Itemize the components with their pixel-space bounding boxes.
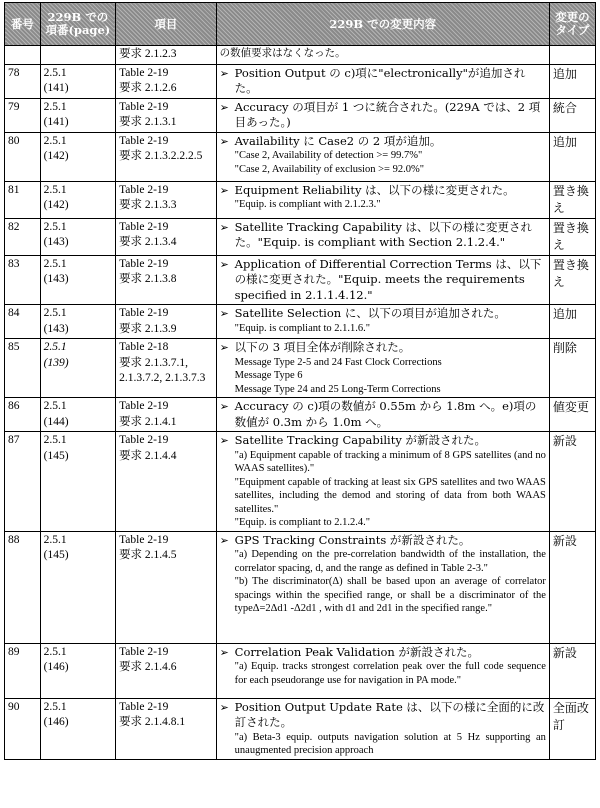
row-change-type: 値変更 (549, 398, 595, 432)
page-number: (146) (43, 661, 69, 673)
item-line: Table 2-19 (119, 700, 169, 713)
header-item: 項目 (116, 3, 217, 46)
change-detail: "Case 2, Availability of detection >= 99.7%" (234, 150, 423, 161)
row-number: 81 (5, 181, 41, 218)
change-bullet (220, 700, 546, 731)
bullet-arrow-icon: ➢ (219, 533, 229, 547)
row-change (216, 432, 549, 532)
row-item (116, 218, 217, 255)
table-row (5, 305, 596, 339)
change-bullet (220, 257, 546, 304)
bullet-arrow-icon: ➢ (219, 700, 229, 714)
change-detail: "a) Beta-3 equip. outputs navigation solution at 5 Hz supporting an unaugmented precision approach (234, 731, 546, 756)
row-item (116, 339, 217, 398)
section-number: 2.5.1 (43, 66, 67, 79)
change-detail: の数値要求はなくなった。 (219, 48, 346, 59)
table-row (5, 432, 596, 532)
header-change: 229B での変更内容 (216, 3, 549, 46)
row-page-ref (40, 98, 115, 132)
row-change (216, 132, 549, 181)
row-change (216, 255, 549, 305)
section-number: 2.5.1 (43, 400, 67, 412)
item-line: 要求 2.1.2.3 (119, 48, 177, 60)
page-number: (145) (43, 449, 69, 462)
item-line: Table 2-19 (119, 645, 169, 658)
change-detail: Message Type 2-5 and 24 Fast Clock Corrections (234, 356, 442, 368)
change-detail: "Equipment capable of tracking at least six GPS satellites and two WAAS satellites, including the demod and storing of data from both WAAS satellites." (234, 476, 546, 515)
bullet-arrow-icon: ➢ (219, 100, 229, 114)
bullet-arrow-icon: ➢ (219, 434, 229, 447)
change-bullet (220, 220, 546, 251)
table-row (5, 255, 596, 305)
change-bullet (220, 533, 546, 549)
row-number: 79 (5, 98, 41, 132)
row-item (116, 181, 217, 218)
row-change (216, 531, 549, 643)
row-change (216, 339, 549, 398)
change-bullet (220, 645, 546, 661)
row-item (116, 531, 217, 643)
section-number: 2.5.1 (43, 307, 67, 319)
page-number: (141) (43, 116, 69, 128)
change-text: GPS Tracking Constraints が新設された。 (234, 532, 471, 547)
section-number: 2.5.1 (43, 257, 67, 270)
change-text: Satellite Tracking Capability が新設された。 (234, 433, 487, 447)
item-line: 要求 2.1.3.1 (119, 116, 177, 128)
table-row (5, 531, 596, 643)
change-detail: Message Type 6 (234, 370, 303, 381)
item-line: Table 2-19 (119, 400, 169, 412)
row-item (116, 643, 217, 698)
row-page-ref (40, 698, 115, 759)
row-item (116, 64, 217, 98)
bullet-arrow-icon: ➢ (219, 220, 229, 234)
change-detail: "a) Depending on the pre-correlation bandwidth of the installation, the correlator spacing, d, and the range as defined in Table 2-3." (234, 549, 546, 574)
row-page-ref (40, 305, 115, 339)
page-number: (146) (43, 716, 69, 728)
row-page-ref (40, 181, 115, 218)
row-change (216, 398, 549, 432)
row-number: 88 (5, 531, 41, 643)
bullet-arrow-icon: ➢ (219, 134, 229, 148)
row-item (116, 698, 217, 759)
row-page-ref (40, 255, 115, 305)
change-text: Accuracy の c)項の数値が 0.55m から 1.8m へ。e)項の数値が 0.3m から 1.0m へ。 (234, 399, 537, 429)
change-bullet (220, 433, 546, 449)
change-bullet (220, 399, 546, 430)
change-bullet (220, 66, 546, 97)
row-item (116, 398, 217, 432)
change-detail: "Case 2, Availability of exclusion >= 92.0%" (234, 163, 425, 175)
page-number: (143) (43, 322, 69, 335)
table-row (5, 643, 596, 698)
item-line: Table 2-19 (119, 134, 169, 147)
change-text: Satellite Selection に、以下の項目が追加された。 (234, 306, 506, 320)
row-change-type: 置き換え (549, 218, 595, 255)
item-line: 要求 2.1.3.9 (119, 322, 177, 335)
section-number: 2.5.1 (43, 700, 67, 713)
section-number: 2.5.1 (43, 533, 67, 546)
table-row (5, 181, 596, 218)
row-number: 84 (5, 305, 41, 339)
header-page: 229B での 項番(page) (40, 3, 115, 46)
item-line: Table 2-19 (119, 100, 169, 113)
change-table (4, 2, 596, 760)
change-text: Correlation Peak Validation が新設された。 (234, 644, 479, 659)
item-line: 要求 2.1.4.4 (119, 449, 177, 462)
item-line: Table 2-18 (119, 341, 169, 353)
page-number: (139) (43, 356, 69, 369)
row-number: 85 (5, 339, 41, 398)
change-text: Position Output Update Rate は、以下の様に全面的に改訂された。 (234, 699, 545, 729)
table-row (5, 398, 596, 432)
bullet-arrow-icon: ➢ (219, 400, 229, 413)
change-text: Availability に Case2 の 2 項が追加。 (234, 133, 442, 148)
row-change-type: 置き換え (549, 181, 595, 218)
bullet-arrow-icon: ➢ (219, 66, 229, 80)
section-number: 2.5.1 (43, 220, 67, 233)
item-line: 要求 2.1.3.4 (119, 236, 177, 248)
page-number: (141) (43, 82, 69, 94)
change-bullet (220, 183, 546, 199)
bullet-arrow-icon: ➢ (219, 307, 229, 320)
table-row (5, 132, 596, 181)
item-line: 要求 2.1.4.6 (119, 661, 177, 673)
change-detail: "b) The discriminator(Δ) shall be based upon an average of correlator spacings within the specified range, or shall be a discriminator of the typeΔ=2Δd1 -Δ2d1 , with d1 and 2d1 in the specified range." (234, 576, 546, 614)
section-number: 2.5.1 (43, 183, 67, 196)
change-text: Application of Differential Correction Terms は、以下の様に変更された。"Equip. meets the requirements specified in 2.1.1.4.12." (234, 256, 542, 302)
row-number: 83 (5, 255, 41, 305)
change-detail: "a) Equipment capable of tracking a minimum of 8 GPS satellites (and no WAAS satellites)." (234, 449, 546, 474)
item-line: 要求 2.1.4.8.1 (119, 716, 186, 728)
change-detail: "Equip. is compliant with 2.1.2.3." (234, 199, 381, 210)
page-number: (144) (43, 415, 69, 428)
change-text: Accuracy の項目が 1 つに統合された。(229A では、2 項目あった。) (234, 99, 541, 129)
item-line: Table 2-19 (119, 434, 169, 446)
page-number: (143) (43, 273, 69, 285)
row-change-type: 削除 (549, 339, 595, 398)
row-change-type: 追加 (549, 132, 595, 181)
item-line: Table 2-19 (119, 533, 169, 546)
change-detail: "a) Equip. tracks strongest correlation peak over the full code sequence for each pseudorange use for navigation in PA mode." (234, 661, 546, 686)
table-row (5, 698, 596, 759)
header-type: 変更の タイプ (549, 3, 595, 46)
change-bullet (220, 340, 546, 356)
row-change-type: 新設 (549, 432, 595, 532)
item-line: Table 2-19 (119, 66, 169, 79)
item-line: 要求 2.1.4.1 (119, 415, 177, 428)
row-page-ref (40, 132, 115, 181)
item-line: 2.1.3.7.2, 2.1.3.7.3 (119, 372, 206, 384)
row-change (216, 46, 549, 65)
section-number: 2.5.1 (43, 100, 67, 113)
item-line: Table 2-19 (119, 307, 169, 319)
row-change-type: 置き換え (549, 255, 595, 305)
row-number: 82 (5, 218, 41, 255)
section-number: 2.5.1 (43, 434, 67, 446)
row-item (116, 98, 217, 132)
row-item (116, 305, 217, 339)
row-item (116, 46, 217, 65)
section-number: 2.5.1 (43, 341, 67, 353)
row-page-ref (40, 46, 115, 65)
bullet-arrow-icon: ➢ (219, 341, 229, 354)
row-number: 80 (5, 132, 41, 181)
section-number: 2.5.1 (43, 134, 67, 147)
row-change-type: 全面改訂 (549, 698, 595, 759)
bullet-arrow-icon: ➢ (219, 645, 229, 659)
bullet-arrow-icon: ➢ (219, 183, 229, 197)
change-text: Position Output の c)項に"electronically"が追加された。 (234, 65, 526, 95)
item-line: Table 2-19 (119, 183, 169, 196)
row-change-type: 追加 (549, 305, 595, 339)
change-detail: Message Type 24 and 25 Long-Term Corrections (234, 383, 441, 395)
header-no: 番号 (5, 3, 41, 46)
row-change (216, 181, 549, 218)
row-item (116, 255, 217, 305)
row-change (216, 218, 549, 255)
table-row (5, 46, 596, 65)
table-row (5, 218, 596, 255)
table-row (5, 339, 596, 398)
row-number: 86 (5, 398, 41, 432)
row-page-ref (40, 643, 115, 698)
row-change-type (549, 46, 595, 65)
row-page-ref (40, 398, 115, 432)
item-line: Table 2-19 (119, 220, 169, 233)
item-line: 要求 2.1.3.3 (119, 199, 177, 211)
bullet-arrow-icon: ➢ (219, 257, 229, 271)
row-number: 78 (5, 64, 41, 98)
page-number: (142) (43, 199, 69, 211)
row-change-type: 統合 (549, 98, 595, 132)
item-line: Table 2-19 (119, 257, 169, 270)
item-line: 要求 2.1.4.5 (119, 549, 177, 561)
header-row (5, 3, 596, 46)
row-number: 87 (5, 432, 41, 532)
row-change (216, 698, 549, 759)
change-detail: "Equip. is compliant to 2.1.2.4." (234, 517, 371, 528)
change-bullet (220, 100, 546, 131)
row-change (216, 98, 549, 132)
change-bullet (220, 306, 546, 322)
row-change-type: 新設 (549, 531, 595, 643)
row-change (216, 64, 549, 98)
change-detail: "Equip. is compliant to 2.1.1.6." (234, 322, 371, 334)
row-page-ref (40, 531, 115, 643)
page-number: (142) (43, 150, 69, 162)
row-page-ref (40, 218, 115, 255)
row-change (216, 305, 549, 339)
row-change-type: 新設 (549, 643, 595, 698)
table-row (5, 64, 596, 98)
table-row (5, 98, 596, 132)
page-number: (143) (43, 236, 69, 248)
row-page-ref (40, 64, 115, 98)
row-number: 90 (5, 698, 41, 759)
row-page-ref (40, 339, 115, 398)
item-line: 要求 2.1.3.2.2.2.5 (119, 150, 203, 162)
item-line: 要求 2.1.2.6 (119, 82, 177, 94)
item-line: 要求 2.1.3.7.1, (119, 356, 189, 369)
page-number: (145) (43, 549, 69, 561)
row-item (116, 132, 217, 181)
change-text: Equipment Reliability は、以下の様に変更された。 (234, 182, 515, 197)
item-line: 要求 2.1.3.8 (119, 273, 177, 285)
row-change-type: 追加 (549, 64, 595, 98)
row-change (216, 643, 549, 698)
section-number: 2.5.1 (43, 645, 67, 658)
row-number (5, 46, 41, 65)
change-text: 以下の 3 項目全体が削除された。 (234, 340, 411, 354)
row-number: 89 (5, 643, 41, 698)
row-page-ref (40, 432, 115, 532)
row-item (116, 432, 217, 532)
change-text: Satellite Tracking Capability は、以下の様に変更された。"Equip. is compliant with Section 2.1.2.4." (234, 219, 533, 249)
change-bullet (220, 134, 546, 150)
